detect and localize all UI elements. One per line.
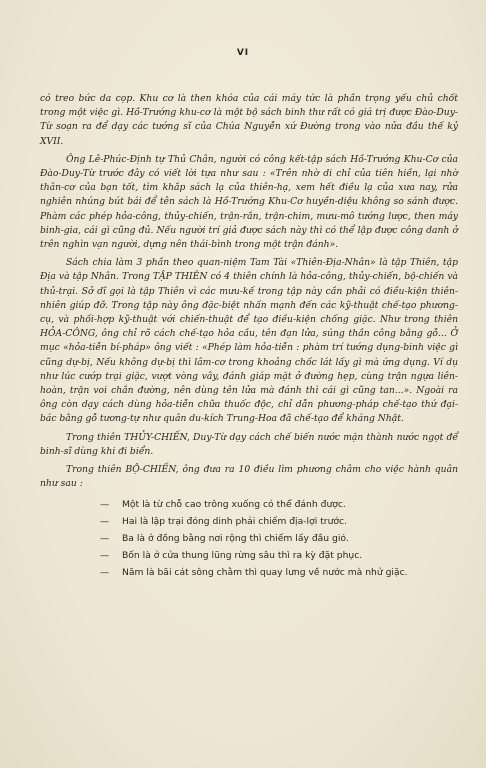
body-text bbox=[40, 92, 458, 580]
list-item-text: Bốn là ở cửa thung lũng rừng sâu thì ra kỳ đặt phục. bbox=[122, 550, 363, 562]
list-item bbox=[100, 565, 458, 580]
paragraph-1: có treo bức da cọp. Khu cơ là then khóa của cái máy tức là phần trọng yếu chủ chốt trong một việc gì. Hồ-Trướng khu-cơ là một bộ sách binh thư rất có giá trị được Đào-Duy-Từ soạn ra để dạy các tướng sĩ của Chúa Nguyễn xứ Đường trong vào nửa đầu thế kỷ XVII. bbox=[40, 93, 458, 147]
list-item-text: Hai là lập trại đóng dinh phải chiếm địa-lợi trước. bbox=[122, 516, 347, 528]
dash-marker: — bbox=[100, 499, 110, 511]
rules-list bbox=[40, 497, 458, 580]
paragraph-5: Trong thiên BỘ-CHIẾN, ông đưa ra 10 điều lìm phương châm cho việc hành quân như sau : bbox=[40, 464, 458, 490]
list-item bbox=[100, 548, 458, 563]
list-item bbox=[100, 514, 458, 529]
dash-marker: — bbox=[100, 516, 110, 528]
dash-marker: — bbox=[100, 567, 110, 579]
list-item bbox=[100, 497, 458, 512]
paragraph-4: Trong thiên THỦY-CHIẾN, Duy-Từ dạy cách chế biến nước mặn thành nước ngọt để binh-sĩ dùng khi đi biển. bbox=[40, 431, 458, 457]
page-number: VI bbox=[236, 48, 250, 58]
list-item-text: Một là từ chỗ cao trông xuống có thể đánh được. bbox=[122, 499, 346, 511]
paragraph-3: Sách chia làm 3 phần theo quan-niệm Tam Tài «Thiên-Địa-Nhân» là tập Thiên, tập Địa và tập Nhân. Trong TẬP THIÊN có 4 thiên chính là hỏa-công, thủy-chiến, bộ-chiến và thủ-trại. Sở dĩ gọi là tập Thiên vì các mưu-kế trong tập này cần phải có điều-kiện thiên-nhiên giúp đỡ. Trong tập này ông đặc-biệt nhấn mạnh đến các kỹ-thuật chế-tạo phương-cụ, và phối-hợp kỹ-thuật với chiến-thuật để tạo điều-kiện chống giặc. Như trong thiên HỎA-CÔNG, ông chỉ rõ cách chế-tạo hỏa cầu, tên đạn lửa, súng thần công bằng gỗ... Ở mục «hỏa-tiễn bí-pháp» ông viết : «Phép làm hỏa-tiễn : phàm trí tướng dụng-binh việc gì cũng dự-bị, Nếu không dự-bị thì lâm-cơ trong khoảng chốc lát lấy gì mà ứng dụng. Ví dụ như lúc cướp trại giặc, vượt vòng vây, đánh giáp mặt ở đường hẹp, cùng trận ngựa liên-hoàn, trận voi chắn đường, nên dùng tên lửa mà đánh thì cái gì cũng tan...». Ngoài ra ông còn dạy cách dùng hỏa-tiễn chữa thuốc độc, chỉ dẫn phương-pháp chế-tạo thứ đại-bác bằng gỗ tương-tự như quân du-kích Trung-Hoa đã chế-tạo để kháng Nhật. bbox=[40, 257, 458, 425]
list-item bbox=[100, 531, 458, 546]
paragraph-2: Ông Lê-Phúc-Định tự Thủ Chân, người có công kết-tập sách Hồ-Trướng Khu-Cơ của Đào-Duy-Từ trước đây có viết lời tựa như sau : «Trên nhờ di chỉ của tiên hiền, lại nhờ thân-cơ của bạn tốt, tìm khắp sách lạ của thiên-hạ, xem hết điều lạ của xưa nay, rửa nghiên nhúng bút bái để tên sách là Hồ-Trướng Khu-Cơ huyền-diệu không so sánh được. Phàm các phép hỏa-công, thủy-chiến, trận-rắn, trận-chim, mưu-mô tướng lược, then máy binh-gia, cái gì cũng đủ. Nếu người trí giả được sách này thì có thể lập được công danh ở trên nghìn vạn người, dựng nên thái-bình trong một trận đánh». bbox=[40, 153, 458, 251]
list-item-text: Năm là bãi cát sông chằm thì quay lưng về nước mà nhử giặc. bbox=[122, 567, 408, 579]
dash-marker: — bbox=[100, 550, 110, 562]
list-item-text: Ba là ở đồng bằng nơi rộng thì chiếm lấy đầu gió. bbox=[122, 533, 349, 545]
dash-marker: — bbox=[100, 533, 110, 545]
